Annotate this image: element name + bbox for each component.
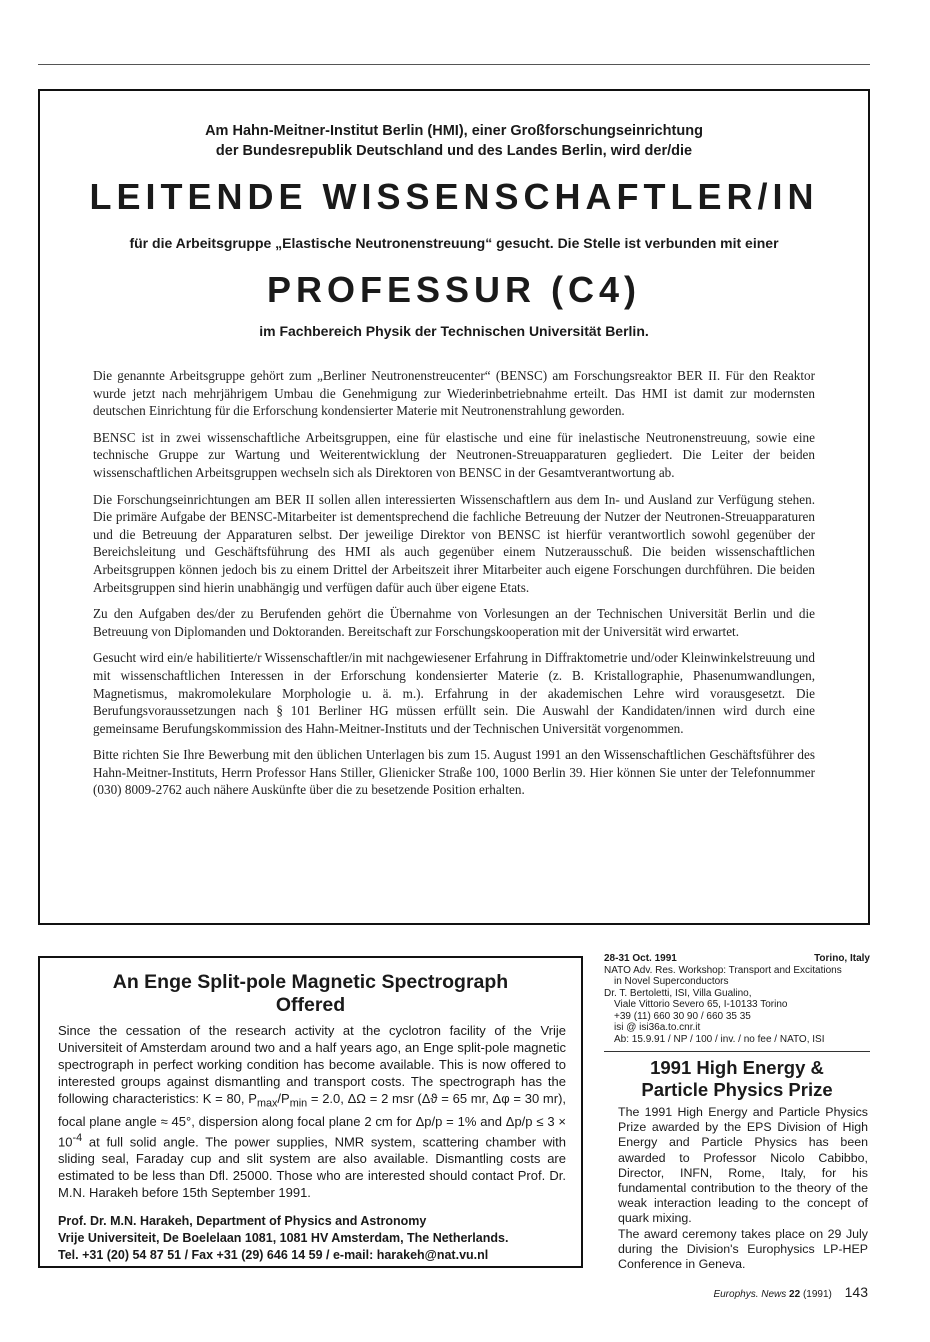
ad-paragraph: Bitte richten Sie Ihre Bewerbung mit den üblichen Unterlagen bis zum 15. August 1991 an den Wissenschaftlichen Geschäftsführer des Hahn-Meitner-Instituts, Herrn Professor Hans Stiller, Glienicker Straße 100, 1000 Berlin 39. Hier können Sie unter der Telefonnummer (030) 8009-2762 auch nähere Auskünfte über die zu besetzende Position erhalten. — [93, 747, 815, 798]
prize-paragraph: The award ceremony takes place on 29 July during the Division's Europhysics LP-HEP Conference in Geneva. — [618, 1226, 868, 1272]
superscript-exponent: -4 — [72, 1131, 83, 1144]
ad-intro-line-1: Am Hahn-Meitner-Institut Berlin (HMI), einer Großforschungseinrichtung — [205, 123, 703, 139]
event-title-continued: in Novel Superconductors — [614, 976, 729, 987]
ad-title: LEITENDE WISSENSCHAFTLER/IN — [89, 176, 819, 217]
spectrograph-paragraph — [58, 1022, 566, 1201]
top-rule — [38, 64, 870, 65]
ad-paragraph: Gesucht wird ein/e habilitierte/r Wissenschaftler/in mit nachgewiesener Erfahrung in Diffraktometrie und/oder Kleinwinkelstreuung und mit wissenschaftlichen Interessen in der Erforschung kondensierter Materie (z. B. Kristallographie, Phasenumwandlungen, Magnetismus, makromolekulare Morphologie u. ä. m.). Erfahrung in der akademischen Lehre wird vorausgesetzt. Die Berufungsvoraussetzungen nach § 101 Berliner HG müssen erfüllt sein. Die Auswahl der Kandidaten/innen wird durch eine gemeinsame Berufungskommission des Hahn-Meitner-Instituts und der Technischen Universität vorgenommen. — [93, 650, 815, 736]
journal-volume: 22 — [789, 1289, 801, 1300]
page-number: 143 — [844, 1284, 868, 1300]
ad-paragraph: Zu den Aufgaben des/der zu Berufenden gehört die Übernahme von Vorlesungen an der Technischen Universität Berlin und die Betreuung von Diplomanden und Doktoranden. Bereitschaft zur Forschungskooperation mit der Universität wird erwartet. — [93, 606, 815, 639]
spectrograph-title-line-1: An Enge Split-pole Magnetic Spectrograph — [112, 971, 509, 993]
page-footer — [713, 1284, 868, 1300]
contact-line-1: Prof. Dr. M.N. Harakeh, Department of Physics and Astronomy — [58, 1214, 427, 1228]
event-details: Ab: 15.9.91 / NP / 100 / inv. / no fee / NATO, ISI — [614, 1033, 825, 1045]
journal-year: (1991) — [802, 1289, 832, 1300]
prize-title — [604, 1057, 870, 1100]
spectrograph-notice — [38, 956, 583, 1268]
prize-title-line-1: 1991 High Energy & — [650, 1057, 824, 1078]
ad-paragraph: BENSC ist in zwei wissenschaftliche Arbeitsgruppen, eine für elastische und eine für inelastische Neutronenstreuung, sowie eine technische Gruppe zur Wartung und Weiterentwicklung der Neutronen-Streuapparaturen gegliedert. Die Leiter der beiden wissenschaftlichen Arbeitsgruppen wechseln sich als Direktoren von BENSC in der Gesamtverantwortung ab. — [93, 429, 815, 480]
event-contact: Dr. T. Bertoletti, ISI, Villa Gualino, — [604, 987, 752, 999]
spectrograph-text-b: /P — [277, 1091, 290, 1106]
journal-name: Europhys. News — [713, 1289, 787, 1300]
job-advertisement — [38, 89, 870, 925]
ad-department: im Fachbereich Physik der Technischen Universität Berlin. — [259, 323, 649, 339]
ad-intro-line-2: der Bundesrepublik Deutschland und des Landes Berlin, wird der/die — [215, 143, 693, 159]
contact-line-2: Vrije Universiteit, De Boelelaan 1081, 1081 HV Amsterdam, The Netherlands. — [58, 1231, 509, 1245]
spectrograph-text-a: Since the cessation of the research activity at the cyclotron facility of the Vrije Universiteit of Amsterdam around two and a half years ago, an Enge split-pole magnetic spectrograph in perfect working condition has become available. This is now offered to interested groups against dismantling and transport costs. The spectrograph has the following characteristics: K = 80, P — [58, 1023, 566, 1106]
spectrograph-text-d: at full solid angle. The power supplies, NMR system, scattering chamber with sliding seal, Faraday cup and slit system are also available. Dismantling costs are estimated to be less than Dfl. 25000. Those who are interested should contact Prof. Dr. M.N. Harakeh before 15th September 1991. — [58, 1133, 566, 1200]
event-location: Torino, Italy — [814, 953, 870, 964]
prize-body — [618, 1105, 868, 1272]
event-header — [604, 953, 870, 965]
event-dates: 28-31 Oct. 1991 — [604, 953, 677, 964]
event-address: Viale Vittorio Severo 65, I-10133 Torino — [614, 999, 788, 1010]
spectrograph-title-line-2: Offered — [275, 994, 346, 1016]
ad-subtitle: für die Arbeitsgruppe „Elastische Neutronenstreuung“ gesucht. Die Stelle ist verbunden mit einer — [129, 235, 779, 251]
ad-paragraph: Die genannte Arbeitsgruppe gehört zum „Berliner Neutronenstreucenter“ (BENSC) am Forschungsreaktor BER II. Für den Reaktor wurde jetzt nach mehrjährigem Umbau die Genehmigung zur Wiederinbetriebnahme erteilt. Das HMI ist damit zur modernsten deutschen Einrichtung für die Erforschung kondensierter Materie mit Neutronenstrahlung geworden. — [93, 368, 815, 419]
contact-line-3: Tel. +31 (20) 54 87 51 / Fax +31 (29) 646 14 59 / e-mail: harakeh@nat.vu.nl — [58, 1248, 489, 1262]
event-listing — [604, 953, 870, 1045]
spectrograph-body — [58, 1022, 566, 1201]
event-phone: +39 (11) 660 30 90 / 660 35 35 — [614, 1010, 751, 1022]
ad-body — [93, 367, 815, 808]
spectrograph-text-c: = 2.0, ΔΩ = 2 msr (Δϑ = 65 mr, Δφ = 30 mr), focal plane angle ≈ 45°, dispersion along focal plane 2 cm for Δp/p = 1% and Δp/p ≤ 3 × 10 — [58, 1091, 567, 1149]
spectrograph-title — [40, 971, 581, 1017]
ad-position: PROFESSUR (C4) — [266, 269, 642, 310]
subscript-min: min — [289, 1097, 308, 1110]
event-title: NATO Adv. Res. Workshop: Transport and Excitations — [604, 964, 842, 976]
prize-paragraph: The 1991 High Energy and Particle Physics Prize awarded by the EPS Division of High Energy and Particle Physics has been awarded to Professor Nicolo Cabibbo, Director, INFN, Rome, Italy, for his fundamental contribution to the theory of the weak interaction leading to the concept of quark mixing. — [618, 1105, 868, 1226]
subscript-max: max — [256, 1097, 278, 1110]
event-email: isi @ isi36a.to.cnr.it — [614, 1022, 701, 1033]
prize-title-line-2: Particle Physics Prize — [641, 1078, 833, 1100]
event-divider — [604, 1051, 870, 1052]
ad-intro — [40, 121, 868, 161]
spectrograph-contact — [58, 1213, 573, 1264]
ad-paragraph: Die Forschungseinrichtungen am BER II sollen allen interessierten Wissenschaftlern aus dem In- und Ausland zur Verfügung stehen. Die primäre Aufgabe der BENSC-Mitarbeiter ist dementsprechend die fachliche Betreuung der Nutzer der Neutronen-Streuapparaturen und die Betreuung der Apparaturen selbst. Der jeweilige Direktor von BENSC ist hierfür verantwortlich sowohl gegenüber der Bereichsleitung und Geschäftsführung des HMI als auch gegenüber einem Nutzerausschuß. Die beiden wissenschaftlichen Arbeitsgruppen können jedoch bis zu einem Drittel der Arbeitszeit ihrer Mitarbeiter auch eigene Forschungen durchführen. Die beiden Arbeitsgruppen sind hierin unabhängig und verfügen dafür auch über eigene Etats. — [93, 491, 815, 595]
